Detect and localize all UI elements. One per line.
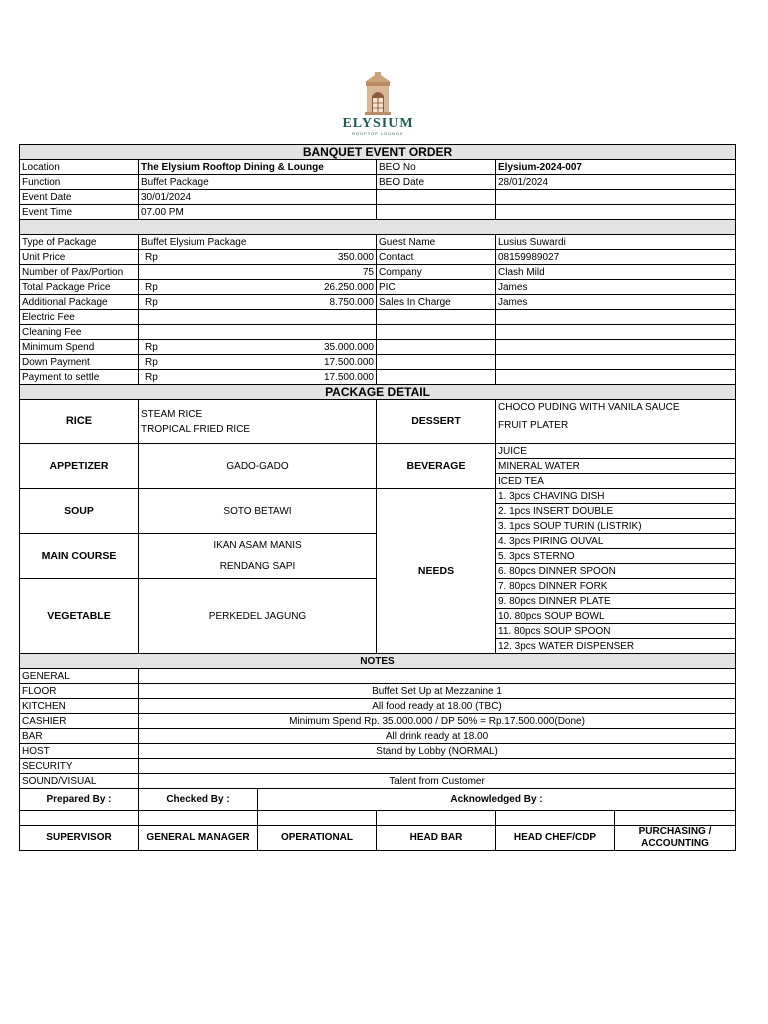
event-date-label: Event Date bbox=[20, 190, 139, 205]
prepared-by-label: Prepared By : bbox=[20, 789, 139, 811]
beo-date-value: 28/01/2024 bbox=[496, 175, 736, 190]
currency-label: Rp bbox=[145, 356, 158, 368]
total-price-value bbox=[139, 280, 377, 295]
event-date-value: 30/01/2024 bbox=[139, 190, 377, 205]
currency-label: Rp bbox=[145, 251, 158, 263]
elysium-logo bbox=[330, 72, 426, 144]
empty-cell bbox=[496, 205, 736, 220]
down-payment-value bbox=[139, 355, 377, 370]
minimum-spend-label: Minimum Spend bbox=[20, 340, 139, 355]
notes-value: All food ready at 18.00 (TBC) bbox=[139, 699, 736, 714]
rice-item: TROPICAL FRIED RICE bbox=[141, 423, 251, 435]
role-head-chef: HEAD CHEF/CDP bbox=[496, 826, 615, 851]
package-type-value: Buffet Elysium Package bbox=[139, 235, 377, 250]
pic-label: PIC bbox=[377, 280, 496, 295]
role-purchasing-accounting: PURCHASING / ACCOUNTING bbox=[615, 826, 736, 851]
section-separator bbox=[20, 220, 736, 235]
dessert-label: DESSERT bbox=[377, 400, 496, 444]
signature-box-operational[interactable] bbox=[258, 811, 377, 826]
needs-item: 7. 80pcs DINNER FORK bbox=[496, 579, 736, 594]
empty-cell bbox=[377, 190, 496, 205]
amount: 26.250.000 bbox=[323, 281, 374, 293]
needs-item: 3. 1pcs SOUP TURIN (LISTRIK) bbox=[496, 519, 736, 534]
notes-label: SECURITY bbox=[20, 759, 139, 774]
beverage-item: JUICE bbox=[496, 444, 736, 459]
unit-price-label: Unit Price bbox=[20, 250, 139, 265]
empty-cell bbox=[496, 310, 736, 325]
currency-label: Rp bbox=[145, 296, 158, 308]
needs-item: 4. 3pcs PIRING OUVAL bbox=[496, 534, 736, 549]
beo-no-value: Elysium-2024-007 bbox=[496, 160, 736, 175]
vegetable-value: PERKEDEL JAGUNG bbox=[139, 579, 377, 654]
beo-no-label: BEO No bbox=[377, 160, 496, 175]
empty-cell bbox=[377, 340, 496, 355]
rice-label: RICE bbox=[20, 400, 139, 444]
notes-label: GENERAL bbox=[20, 669, 139, 684]
signature-box-head-bar[interactable] bbox=[377, 811, 496, 826]
beverage-item: MINERAL WATER bbox=[496, 459, 736, 474]
empty-cell bbox=[139, 325, 377, 340]
logo-name: ELYSIUM bbox=[342, 116, 414, 131]
amount: 35.000.000 bbox=[323, 341, 374, 353]
needs-label: NEEDS bbox=[377, 489, 496, 654]
acknowledged-by-label: Acknowledged By : bbox=[258, 789, 736, 811]
package-detail-title: PACKAGE DETAIL bbox=[20, 385, 736, 400]
notes-label: KITCHEN bbox=[20, 699, 139, 714]
needs-item: 1. 3pcs CHAVING DISH bbox=[496, 489, 736, 504]
notes-label: BAR bbox=[20, 729, 139, 744]
appetizer-value: GADO-GADO bbox=[139, 444, 377, 489]
empty-cell bbox=[496, 370, 736, 385]
needs-item: 5. 3pcs STERNO bbox=[496, 549, 736, 564]
empty-cell bbox=[139, 310, 377, 325]
document-title: BANQUET EVENT ORDER bbox=[20, 145, 736, 160]
notes-value bbox=[139, 669, 736, 684]
currency-label: Rp bbox=[145, 341, 158, 353]
signature-box-general-manager[interactable] bbox=[139, 811, 258, 826]
banquet-event-order-table bbox=[19, 144, 736, 851]
empty-cell bbox=[377, 355, 496, 370]
dessert-value bbox=[496, 400, 736, 444]
guest-name-value: Lusius Suwardi bbox=[496, 235, 736, 250]
additional-package-label: Additional Package bbox=[20, 295, 139, 310]
main-course-label: MAIN COURSE bbox=[20, 534, 139, 579]
amount: 350.000 bbox=[337, 251, 374, 263]
logo-subtitle: ROOFTOP LOUNGE bbox=[352, 131, 404, 136]
empty-cell bbox=[377, 310, 496, 325]
empty-cell bbox=[496, 190, 736, 205]
notes-value: Minimum Spend Rp. 35.000.000 / DP 50% = Rp.17.500.000(Done) bbox=[139, 714, 736, 729]
notes-title: NOTES bbox=[20, 654, 736, 669]
location-value: The Elysium Rooftop Dining & Lounge bbox=[139, 160, 377, 175]
pax-label: Number of Pax/Portion bbox=[20, 265, 139, 280]
amount: 17.500.000 bbox=[323, 371, 374, 383]
notes-value: Stand by Lobby (NORMAL) bbox=[139, 744, 736, 759]
signature-box-supervisor[interactable] bbox=[20, 811, 139, 826]
needs-item: 2. 1pcs INSERT DOUBLE bbox=[496, 504, 736, 519]
sales-value: James bbox=[496, 295, 736, 310]
notes-value: Buffet Set Up at Mezzanine 1 bbox=[139, 684, 736, 699]
cleaning-fee-label: Cleaning Fee bbox=[20, 325, 139, 340]
signature-box-head-chef[interactable] bbox=[496, 811, 615, 826]
pax-value: 75 bbox=[139, 265, 377, 280]
notes-value: Talent from Customer bbox=[139, 774, 736, 789]
notes-label: FLOOR bbox=[20, 684, 139, 699]
event-time-label: Event Time bbox=[20, 205, 139, 220]
currency-label: Rp bbox=[145, 371, 158, 383]
signature-box-purchasing[interactable] bbox=[615, 811, 736, 826]
main-course-item: RENDANG SAPI bbox=[219, 561, 296, 572]
unit-price-value bbox=[139, 250, 377, 265]
needs-item: 10. 80pcs SOUP BOWL bbox=[496, 609, 736, 624]
empty-cell bbox=[496, 355, 736, 370]
needs-item: 11. 80pcs SOUP SPOON bbox=[496, 624, 736, 639]
minimum-spend-value bbox=[139, 340, 377, 355]
package-type-label: Type of Package bbox=[20, 235, 139, 250]
notes-value: All drink ready at 18.00 bbox=[139, 729, 736, 744]
event-time-value: 07.00 PM bbox=[139, 205, 377, 220]
notes-label: CASHIER bbox=[20, 714, 139, 729]
role-head-bar: HEAD BAR bbox=[377, 826, 496, 851]
role-operational: OPERATIONAL bbox=[258, 826, 377, 851]
empty-cell bbox=[496, 325, 736, 340]
beo-date-label: BEO Date bbox=[377, 175, 496, 190]
currency-label: Rp bbox=[145, 281, 158, 293]
dessert-item: CHOCO PUDING WITH VANILA SAUCE bbox=[498, 402, 680, 413]
empty-cell bbox=[377, 325, 496, 340]
notes-value bbox=[139, 759, 736, 774]
down-payment-label: Down Payment bbox=[20, 355, 139, 370]
beverage-item: ICED TEA bbox=[496, 474, 736, 489]
guest-name-label: Guest Name bbox=[377, 235, 496, 250]
total-price-label: Total Package Price bbox=[20, 280, 139, 295]
appetizer-label: APPETIZER bbox=[20, 444, 139, 489]
pic-value: James bbox=[496, 280, 736, 295]
amount: 17.500.000 bbox=[323, 356, 374, 368]
empty-cell bbox=[377, 370, 496, 385]
main-course-value bbox=[139, 534, 377, 579]
role-general-manager: GENERAL MANAGER bbox=[139, 826, 258, 851]
needs-item: 6. 80pcs DINNER SPOON bbox=[496, 564, 736, 579]
additional-package-value bbox=[139, 295, 377, 310]
needs-item: 12. 3pcs WATER DISPENSER bbox=[496, 639, 736, 654]
contact-value: 08159989027 bbox=[496, 250, 736, 265]
soup-label: SOUP bbox=[20, 489, 139, 534]
needs-item: 9. 80pcs DINNER PLATE bbox=[496, 594, 736, 609]
gazebo-logo-icon bbox=[363, 72, 393, 116]
company-value: Clash Mild bbox=[496, 265, 736, 280]
empty-cell bbox=[377, 205, 496, 220]
rice-item: STEAM RICE bbox=[141, 408, 203, 420]
amount: 8.750.000 bbox=[329, 296, 374, 308]
company-label: Company bbox=[377, 265, 496, 280]
dessert-item: FRUIT PLATER bbox=[498, 420, 569, 431]
beverage-label: BEVERAGE bbox=[377, 444, 496, 489]
vegetable-label: VEGETABLE bbox=[20, 579, 139, 654]
contact-label: Contact bbox=[377, 250, 496, 265]
payment-settle-value bbox=[139, 370, 377, 385]
main-course-item: IKAN ASAM MANIS bbox=[213, 540, 302, 551]
function-value: Buffet Package bbox=[139, 175, 377, 190]
location-label: Location bbox=[20, 160, 139, 175]
checked-by-label: Checked By : bbox=[139, 789, 258, 811]
function-label: Function bbox=[20, 175, 139, 190]
rice-value bbox=[139, 400, 377, 444]
role-supervisor: SUPERVISOR bbox=[20, 826, 139, 851]
empty-cell bbox=[496, 340, 736, 355]
soup-value: SOTO BETAWI bbox=[139, 489, 377, 534]
notes-label: SOUND/VISUAL bbox=[20, 774, 139, 789]
sales-label: Sales In Charge bbox=[377, 295, 496, 310]
notes-label: HOST bbox=[20, 744, 139, 759]
payment-settle-label: Payment to settle bbox=[20, 370, 139, 385]
electric-fee-label: Electric Fee bbox=[20, 310, 139, 325]
